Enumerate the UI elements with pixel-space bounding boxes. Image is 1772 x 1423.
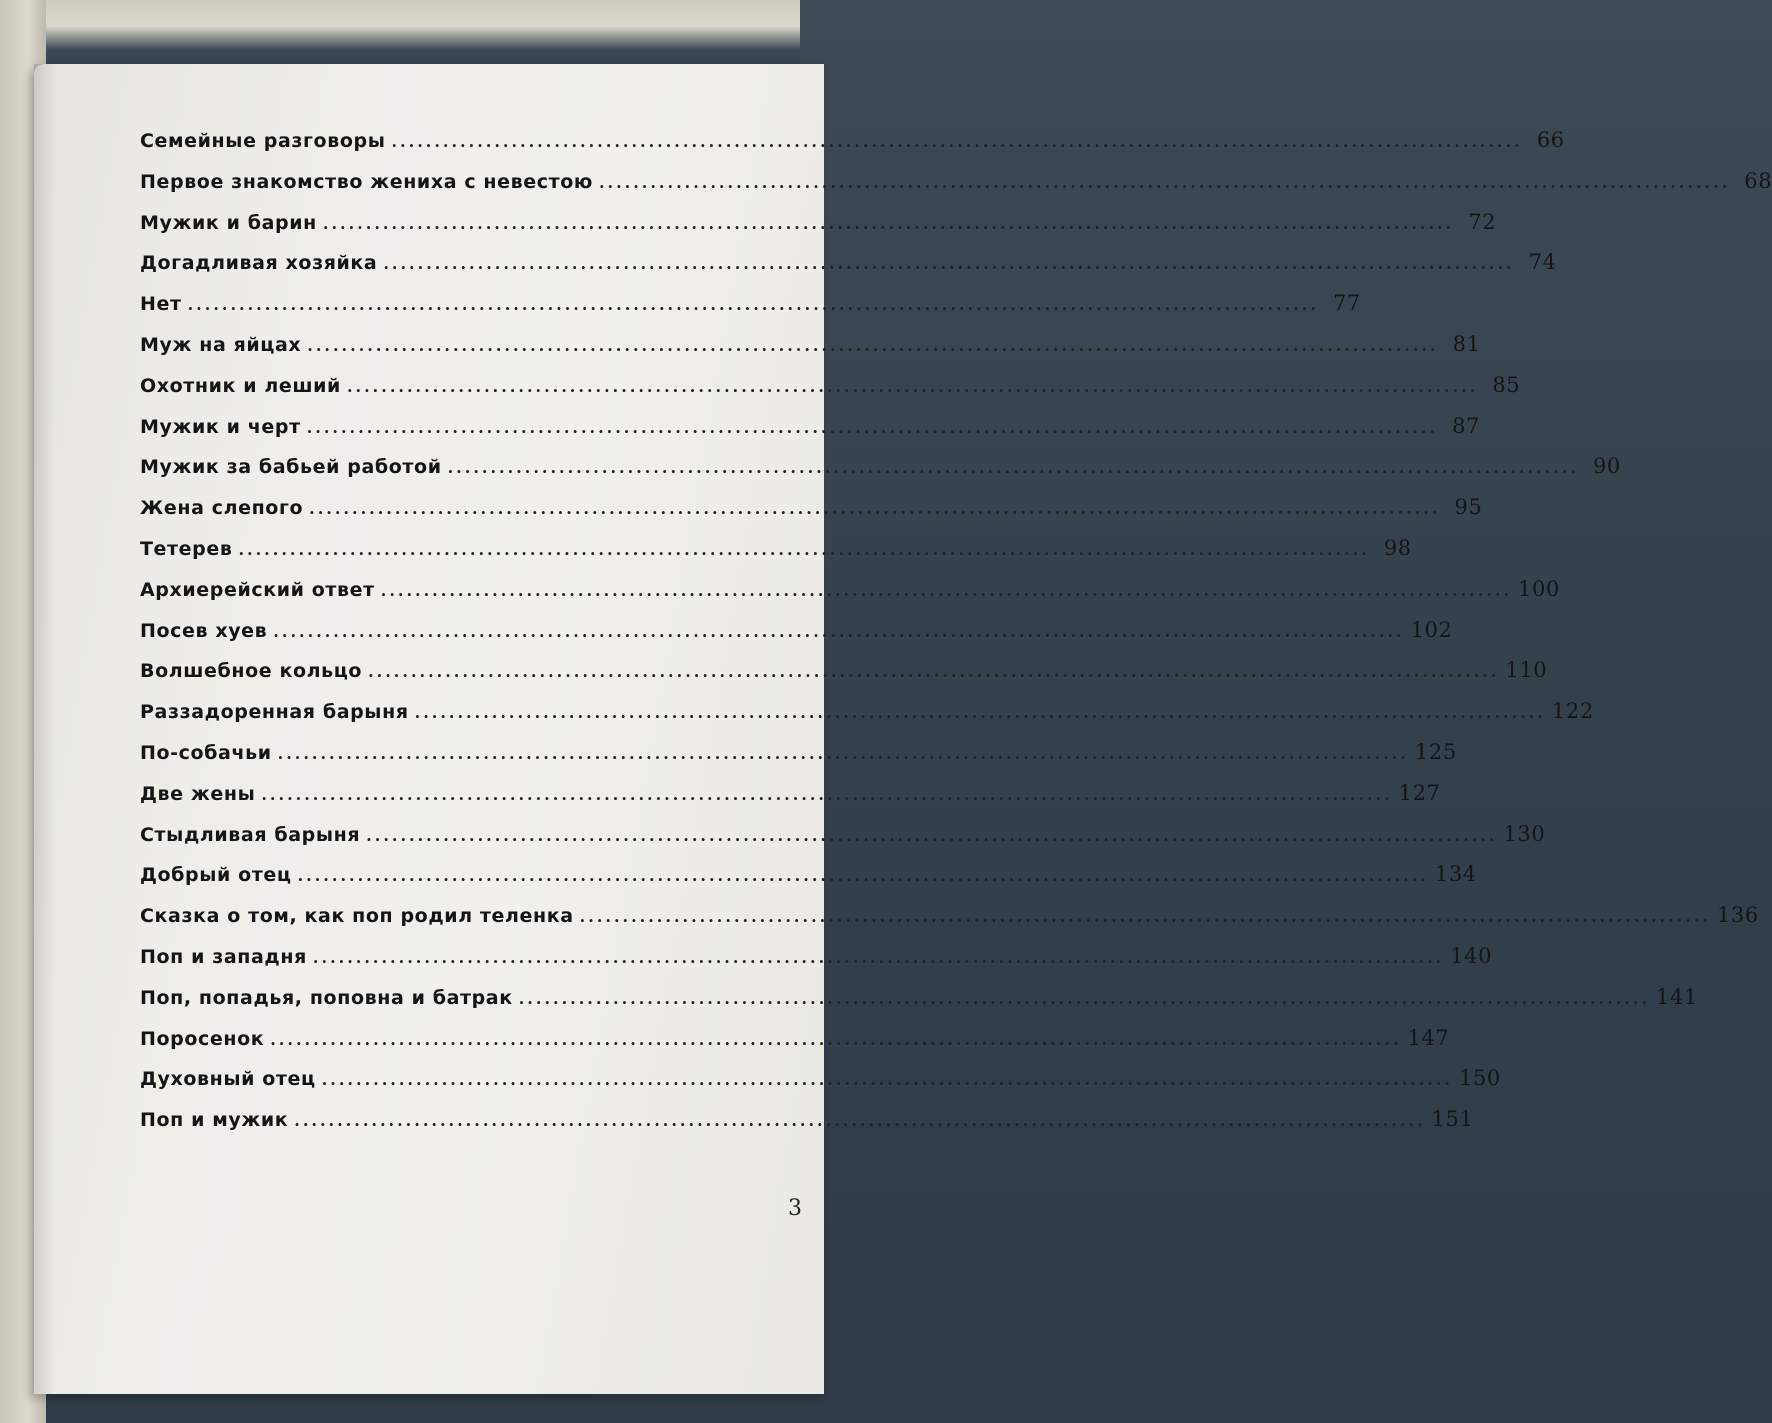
toc-entry <box>140 1025 1450 1067</box>
toc-entry-page: 151 <box>1431 1107 1474 1132</box>
toc-leader-dots <box>599 173 1730 192</box>
page-number: 3 <box>788 1196 802 1221</box>
toc-entry-page: 150 <box>1459 1066 1501 1091</box>
toc-entry-title: Две жены <box>140 782 256 805</box>
toc-leader-dots <box>391 132 1522 151</box>
toc-leader-dots <box>383 254 1514 273</box>
toc-entry-page: 85 <box>1492 372 1521 397</box>
toc-leader-dots <box>238 540 1369 559</box>
toc-entry-title: Первое знакомство жениха с невестою <box>140 170 593 193</box>
toc-entry <box>140 128 1565 169</box>
toc-entry <box>140 454 1621 495</box>
toc-leader-dots <box>261 785 1392 804</box>
toc-entry <box>140 1066 1501 1107</box>
toc-entry-page: 66 <box>1536 128 1565 152</box>
toc-entry-page: 87 <box>1452 413 1480 438</box>
toc-entry <box>140 372 1521 414</box>
toc-entry <box>140 658 1548 699</box>
toc-entry <box>140 291 1361 332</box>
toc-entry <box>140 862 1477 903</box>
toc-entry-title: Нет <box>140 293 182 316</box>
toc-entry-title: Семейные разговоры <box>140 130 386 152</box>
toc-entry-title: Догадливая хозяйка <box>140 252 378 275</box>
toc-leader-dots <box>307 418 1438 437</box>
toc-leader-dots <box>580 907 1711 926</box>
toc-entry-title: Мужик и черт <box>140 415 301 438</box>
toc-entry-page: 125 <box>1414 739 1457 764</box>
toc-entry-title: Посев хуев <box>140 619 268 642</box>
toc-entry <box>140 535 1412 577</box>
toc-entry-title: Поп и западня <box>140 945 307 968</box>
toc-leader-dots <box>322 1070 1453 1089</box>
toc-entry <box>140 903 1759 944</box>
toc-entry-title: Жена слепого <box>140 497 304 520</box>
toc-entry-page: 72 <box>1468 209 1497 234</box>
toc-entry-page: 140 <box>1450 943 1493 968</box>
toc-entry <box>140 1107 1474 1148</box>
toc-entry-page: 77 <box>1332 291 1361 316</box>
toc-leader-dots <box>298 866 1429 885</box>
toc-leader-dots <box>519 989 1650 1008</box>
toc-entry <box>140 168 1772 210</box>
toc-leader-dots <box>313 948 1444 967</box>
toc-entry <box>140 331 1481 373</box>
toc-leader-dots <box>347 377 1478 396</box>
toc-leader-dots <box>188 295 1319 314</box>
toc-entry-page: 100 <box>1518 576 1560 601</box>
toc-entry-page: 134 <box>1434 862 1477 887</box>
toc-entry-page: 110 <box>1505 658 1548 683</box>
toc-entry-title: По-собачьи <box>140 741 272 764</box>
toc-entry-page: 74 <box>1528 250 1557 275</box>
table-of-contents <box>140 128 1772 1148</box>
toc-entry-page: 102 <box>1410 617 1453 642</box>
toc-leader-dots <box>448 458 1579 477</box>
toc-entry-page: 147 <box>1407 1025 1450 1050</box>
toc-entry-title: Поросенок <box>140 1027 265 1050</box>
toc-entry-page: 122 <box>1551 699 1594 724</box>
toc-entry <box>140 699 1594 740</box>
toc-entry-title: Духовный отец <box>140 1068 316 1091</box>
toc-leader-dots <box>273 622 1404 641</box>
toc-leader-dots <box>366 826 1497 845</box>
toc-entry-page: 90 <box>1592 454 1621 479</box>
toc-entry-title: Охотник и леший <box>140 374 341 397</box>
toc-entry-title: Добрый отец <box>140 864 292 887</box>
toc-entry-title: Архиерейский ответ <box>140 578 375 601</box>
toc-entry-page: 81 <box>1452 331 1481 356</box>
toc-entry-title: Стыдливая барыня <box>140 823 361 846</box>
toc-leader-dots <box>294 1111 1425 1130</box>
toc-entry-title: Поп и мужик <box>140 1109 289 1132</box>
toc-entry-page: 68 <box>1744 168 1772 193</box>
toc-entry <box>140 495 1483 536</box>
toc-entry <box>140 576 1560 618</box>
toc-leader-dots <box>415 703 1546 722</box>
toc-entry <box>140 984 1698 1026</box>
toc-entry <box>140 617 1453 659</box>
toc-entry-page: 141 <box>1656 984 1698 1009</box>
toc-leader-dots <box>270 1030 1401 1049</box>
toc-entry-title: Мужик и барин <box>140 211 317 234</box>
toc-entry <box>140 209 1497 251</box>
toc-entry <box>140 943 1493 985</box>
toc-entry-page: 130 <box>1503 821 1546 846</box>
toc-entry-title: Мужик за бабьей работой <box>140 456 442 479</box>
toc-entry-page: 95 <box>1454 495 1483 520</box>
toc-entry-page: 127 <box>1398 780 1441 805</box>
toc-entry-page: 136 <box>1716 903 1759 928</box>
toc-leader-dots <box>309 499 1440 518</box>
toc-entry-title: Тетерев <box>140 537 233 560</box>
toc-entry-title: Сказка о том, как поп родил теленка <box>140 905 574 928</box>
toc-leader-dots <box>307 336 1438 355</box>
toc-entry-title: Раззадоренная барыня <box>140 701 409 724</box>
toc-entry-title: Волшебное кольцо <box>140 660 363 683</box>
toc-leader-dots <box>323 214 1454 233</box>
book-cover-top <box>0 0 800 66</box>
toc-entry-title: Муж на яйцах <box>140 333 302 356</box>
toc-entry-title: Поп, попадья, поповна и батрак <box>140 986 513 1009</box>
toc-entry <box>140 250 1557 291</box>
toc-entry <box>140 780 1441 822</box>
toc-entry <box>140 739 1457 781</box>
toc-entry <box>140 413 1480 455</box>
toc-leader-dots <box>381 581 1512 600</box>
toc-entry-page: 98 <box>1383 535 1412 560</box>
toc-leader-dots <box>278 744 1409 763</box>
toc-leader-dots <box>368 662 1499 681</box>
toc-entry <box>140 821 1546 863</box>
